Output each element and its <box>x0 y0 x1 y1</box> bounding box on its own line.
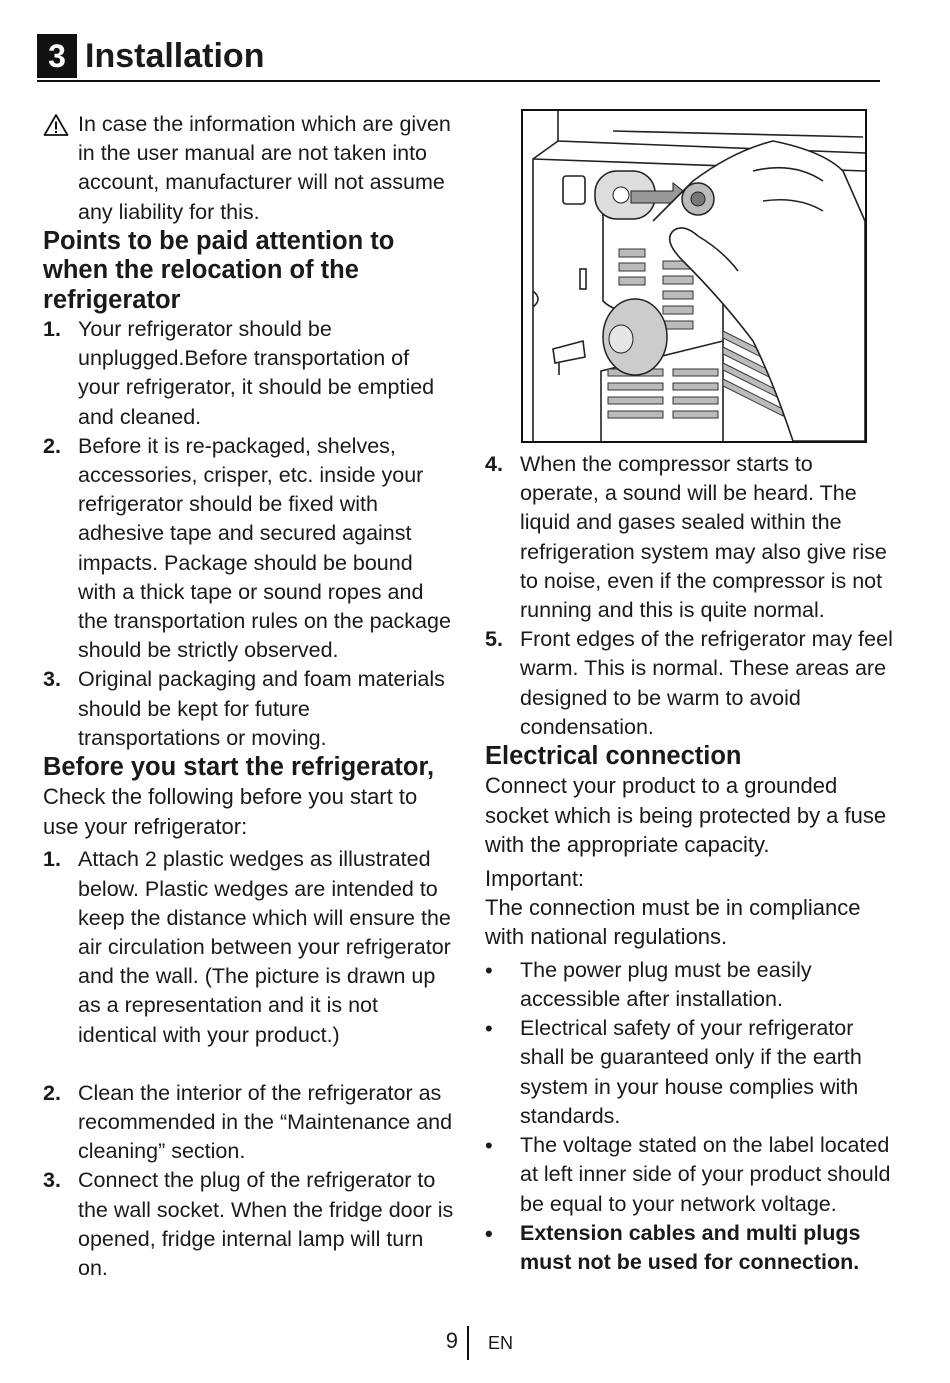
warning-paragraph <box>43 110 455 227</box>
item-text: When the compressor starts to operate, a sound will be heard. The liquid and gases sealed within the refrigeration system may also give rise to noise, even if the compressor is not running and this is quite normal. <box>520 452 887 623</box>
item-number: 4. <box>485 452 503 476</box>
electrical-intro: Connect your product to a grounded socket which is being protected by a fuse with the appropriate capacity. <box>485 773 887 858</box>
before-start-intro: Check the following before you start to use your refrigerator: <box>43 784 418 839</box>
list-item <box>485 1131 897 1219</box>
list-item <box>43 845 455 1049</box>
page-number: 9 <box>445 1328 458 1353</box>
item-text: Electrical safety of your refrigerator shall be guaranteed only if the earth system in your house complies with standards. <box>520 1016 862 1128</box>
item-number: 2. <box>43 433 61 458</box>
right-column <box>485 450 897 1277</box>
wedge-illustration-drawing <box>523 111 865 441</box>
item-text: Your refrigerator should be unplugged.Before transportation of your refrigerator, it should be emptied and cleaned. <box>78 317 435 429</box>
bullet-icon: • <box>485 957 493 983</box>
language-code: EN <box>488 1333 514 1353</box>
important-label: Important: <box>485 865 585 891</box>
electrical-heading: Electrical connection <box>485 742 742 771</box>
list-item <box>485 1219 897 1277</box>
item-number: 3. <box>43 1168 61 1193</box>
electrical-bullets <box>485 956 897 1277</box>
footer-divider <box>467 1326 469 1360</box>
bullet-icon: • <box>485 1220 493 1246</box>
list-item <box>485 625 897 742</box>
section-title: Installation <box>85 37 265 75</box>
item-number: 2. <box>43 1080 61 1105</box>
item-text: Before it is re-packaged, shelves, accessories, crisper, etc. inside your refrigerator should be fixed with adhesive tape and secured against impacts. Package should be bound with a thick tape or sound ropes and the transportation rules on the package should be strictly observed. <box>78 433 451 663</box>
warning-icon <box>43 113 69 137</box>
before-start-list <box>43 845 455 1283</box>
list-item <box>485 1014 897 1131</box>
wedge-illustration <box>521 109 867 443</box>
list-item <box>43 1079 455 1167</box>
item-text: The voltage stated on the label located at left inner side of your product should be equal to your network voltage. <box>520 1133 891 1216</box>
item-text: Attach 2 plastic wedges as illustrated below. Plastic wedges are intended to keep the distance which will ensure the air circulation between your refrigerator and the wall. (The picture is drawn up as a representation and it is not identical with your product.) <box>78 847 451 1047</box>
list-item <box>43 665 455 753</box>
list-item <box>43 432 455 666</box>
left-column <box>43 110 455 1283</box>
list-item <box>485 450 897 625</box>
page-footer <box>0 1326 950 1362</box>
continued-list <box>485 450 897 742</box>
list-item <box>43 1166 455 1283</box>
item-number: 3. <box>43 667 61 692</box>
bullet-icon: • <box>485 1016 493 1042</box>
item-text: Clean the interior of the refrigerator as recommended in the “Maintenance and cleaning” section. <box>78 1080 453 1164</box>
section-header <box>37 34 880 82</box>
relocation-heading: Points to be paid attention to when the relocation of the refrigerator <box>43 226 395 314</box>
item-number: 1. <box>43 317 61 342</box>
bullet-icon: • <box>485 1133 493 1159</box>
item-text: Extension cables and multi plugs must not be used for connection. <box>520 1220 861 1274</box>
before-start-heading: Before you start the refrigerator, <box>43 753 435 782</box>
item-number: 1. <box>43 847 61 872</box>
item-text: Original packaging and foam materials should be kept for future transportations or moving. <box>78 667 445 750</box>
list-item <box>485 956 897 1014</box>
item-text: The power plug must be easily accessible after installation. <box>520 957 812 1012</box>
warning-text: In case the information which are given in the user manual are not taken into account, manufacturer will not assume any liability for this. <box>78 112 451 224</box>
compliance-text: The connection must be in compliance with national regulations. <box>485 895 861 950</box>
list-item <box>43 315 455 432</box>
relocation-list <box>43 315 455 753</box>
item-text: Front edges of the refrigerator may feel warm. This is normal. These areas are designed to be warm to avoid condensation. <box>520 627 893 739</box>
item-number: 5. <box>485 627 503 652</box>
section-number: 3 <box>37 34 77 78</box>
item-text: Connect the plug of the refrigerator to the wall socket. When the fridge door is opened, fridge internal lamp will turn on. <box>78 1168 454 1280</box>
